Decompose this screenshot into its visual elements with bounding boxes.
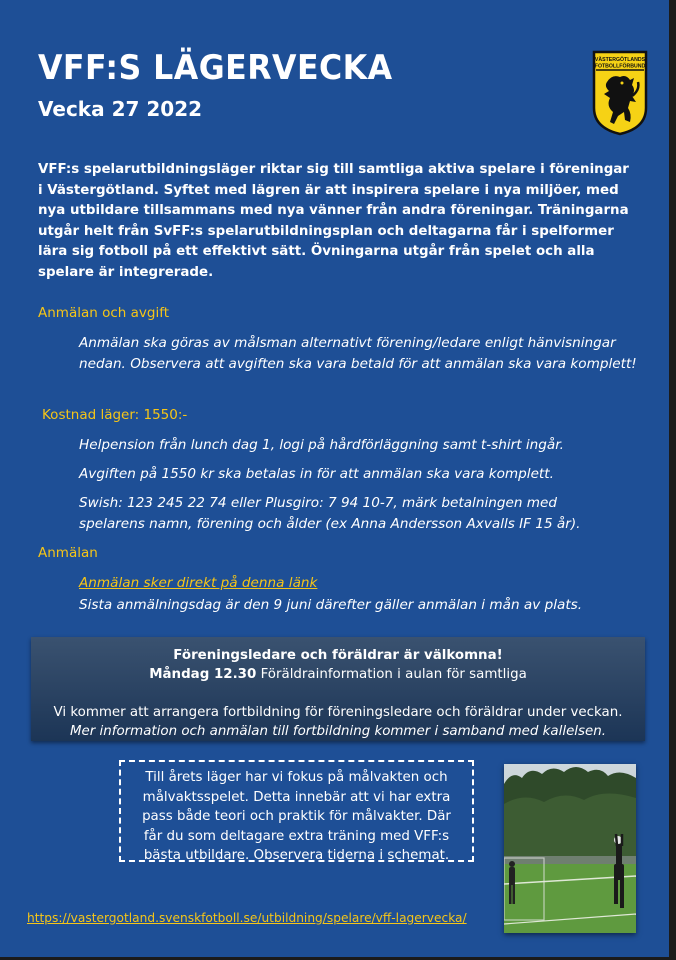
info-education: Vi kommer att arrangera fortbildning för föreningsledare och föräldrar under veckan. <box>53 705 623 720</box>
info-more: Mer information och anmälan till fortbildning kommer i samband med kallelsen. <box>69 724 606 739</box>
info-day-time: Måndag 12.30 <box>149 667 257 682</box>
section-heading-cost: Kostnad läger: 1550:- <box>42 407 188 423</box>
cost-item-swish: Swish: 123 245 22 74 eller Plusgiro: 7 94 10-7, märk betalningen med <box>79 495 558 511</box>
registration-link[interactable]: Anmälan sker direkt på denna länk <box>79 575 318 591</box>
goalkeeper-line-1: Till årets läger har vi fokus på målvakten och <box>145 770 448 785</box>
registration-fee-text: Anmälan ska göras av målsman alternativt förening/ledare enligt hänvisningar nedan. Observera att avgiften ska vara betald för att anmälan ska vara komplett! <box>79 335 637 372</box>
footer-url-link[interactable]: https://vastergotland.svenskfotboll.se/utbildning/spelare/vff-lagervecka/ <box>27 911 467 925</box>
registration-link-row <box>79 573 639 594</box>
goalkeeper-photo <box>504 764 636 933</box>
goalkeeper-line-5: bästa utbildare. Observera tiderna i schemat. <box>143 848 450 863</box>
parent-info-box <box>31 637 645 741</box>
section-heading-registration: Anmälan <box>38 545 98 561</box>
logo-text-top: VÄSTERGÖTLANDS <box>594 57 646 63</box>
goalkeeper-focus-box <box>119 760 474 862</box>
goalkeeper-line-4: får du som deltagare extra träning med VFF:s <box>143 828 450 844</box>
section-heading-registration-fee: Anmälan och avgift <box>38 305 170 321</box>
cost-item-board: Helpension från lunch dag 1, logi på hårdförläggning samt t-shirt ingår. <box>79 437 564 453</box>
logo-text-bottom: FOTBOLLFÖRBUND <box>594 63 646 70</box>
intro-text: VFF:s spelarutbildningsläger riktar sig till samtliga aktiva spelare i föreningar i Västergötland. Syftet med lägren är att inspirera spelare i nya miljöer, med nya utbildare tillsammans med nya vänner från andra föreningar. Träningarna utgår helt från SvFF:s spelarutbildningsplan och deltagarna får i spelformer lära sig fotboll på ett effektivt sätt. Övningarna utgår från spelet och alla spelare är integrerade. <box>38 162 629 280</box>
page-subtitle: Vecka 27 2022 <box>38 97 203 121</box>
info-welcome: Föreningsledare och föräldrar är välkomna! <box>173 648 503 663</box>
cost-item-payment: Avgiften på 1550 kr ska betalas in för att anmälan ska vara komplett. <box>79 466 554 482</box>
goalkeeper-line-3: pass både teori och praktik för målvakter. Där <box>142 809 451 824</box>
page-title: VFF:S LÄGERVECKA <box>38 48 393 88</box>
info-monday-row <box>31 665 645 684</box>
cost-item-swish-continued: spelarens namn, förening och ålder (ex Anna Andersson Axvalls IF 15 år). <box>79 516 581 532</box>
registration-deadline: Sista anmälningsdag är den 9 juni därefter gäller anmälan i mån av plats. <box>79 597 583 613</box>
info-day-text: Föräldrainformation i aulan för samtliga <box>256 667 527 682</box>
vff-logo <box>592 50 648 136</box>
goalkeeper-line-2: målvaktsspelet. Detta innebär att vi har extra <box>142 789 451 805</box>
